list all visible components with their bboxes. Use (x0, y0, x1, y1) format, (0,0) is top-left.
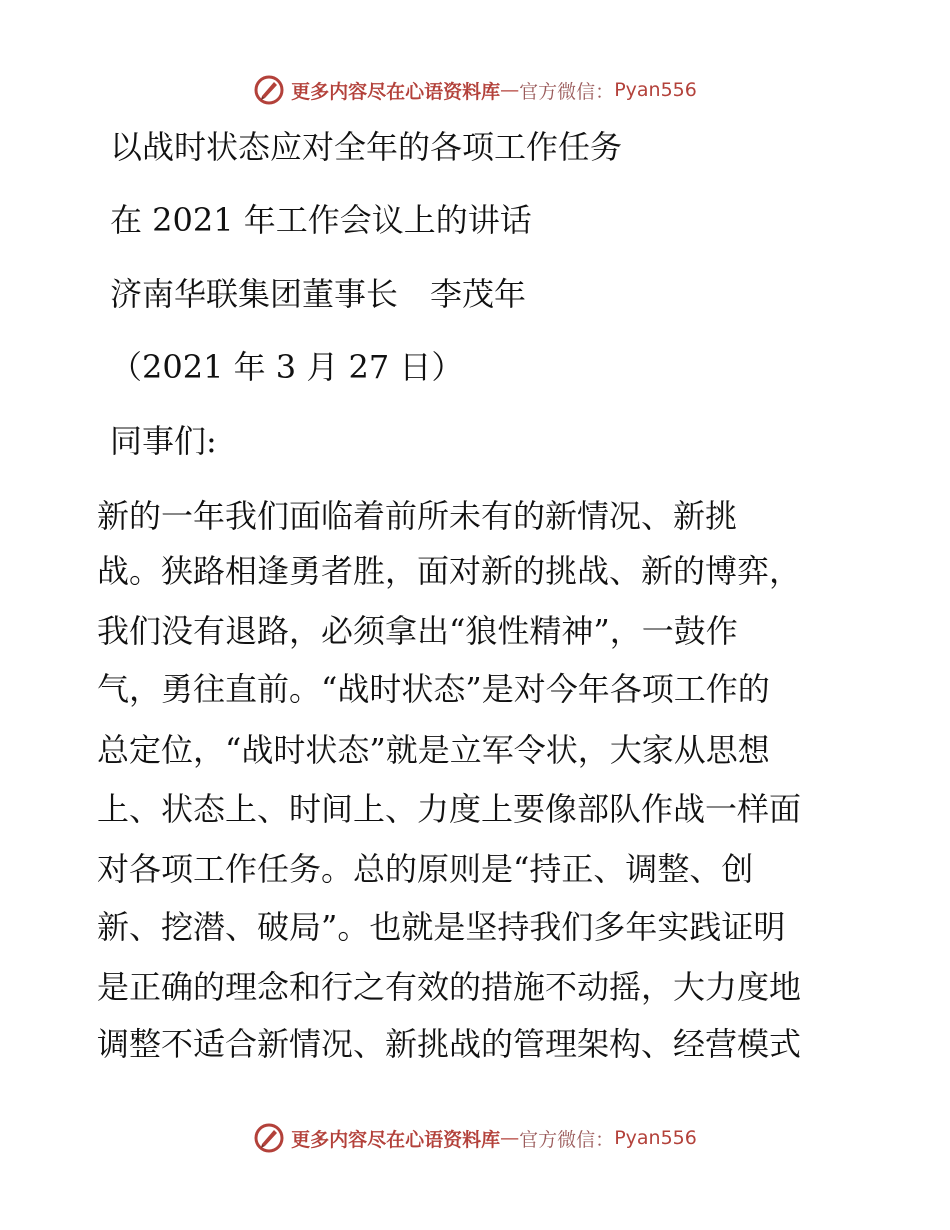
logo-icon (253, 74, 285, 106)
document-date: （2021 年 3 月 27 日） (110, 348, 464, 386)
logo-icon (253, 1122, 285, 1154)
paragraph-line: 新、挖潜、破局”。也就是坚持我们多年实践证明 (97, 908, 786, 946)
document-subtitle: 在 2021 年工作会议上的讲话 (110, 201, 532, 239)
paragraph-line: 上、状态上、时间上、力度上要像部队作战一样面 (97, 790, 802, 828)
paragraph-line: 新的一年我们面临着前所未有的新情况、新挑 (97, 497, 738, 535)
banner-main-text: 更多内容尽在心语资料库 (291, 80, 501, 103)
paragraph-line: 战。狭路相逢勇者胜，面对新的挑战、新的博弈， (97, 552, 802, 590)
banner-main-text: 更多内容尽在心语资料库 (291, 1128, 501, 1151)
header-watermark-banner (0, 70, 950, 110)
paragraph-line: 总定位，“战时状态”就是立军令状，大家从思想 (97, 731, 770, 769)
paragraph-line: 调整不适合新情况、新挑战的管理架构、经营模式 (97, 1025, 802, 1063)
footer-watermark-banner (0, 1118, 950, 1158)
banner-account-label: 官方微信： (519, 1128, 615, 1151)
paragraph-line: 我们没有退路，必须拿出“狼性精神”，一鼓作 (97, 612, 738, 650)
banner-dash: — (500, 79, 520, 101)
banner-account-id: Pyan556 (614, 1127, 697, 1149)
banner-dash: — (500, 1127, 520, 1149)
banner-account-id: Pyan556 (614, 79, 697, 101)
paragraph-line: 气，勇往直前。“战时状态”是对今年各项工作的 (97, 670, 770, 708)
salutation: 同事们: (110, 422, 217, 460)
banner-account-label: 官方微信： (519, 80, 615, 103)
document-title: 以战时状态应对全年的各项工作任务 (110, 128, 623, 166)
paragraph-line: 对各项工作任务。总的原则是“持正、调整、创 (97, 850, 754, 888)
paragraph-line: 是正确的理念和行之有效的措施不动摇，大力度地 (97, 968, 802, 1006)
document-author: 济南华联集团董事长 李茂年 (110, 275, 527, 313)
